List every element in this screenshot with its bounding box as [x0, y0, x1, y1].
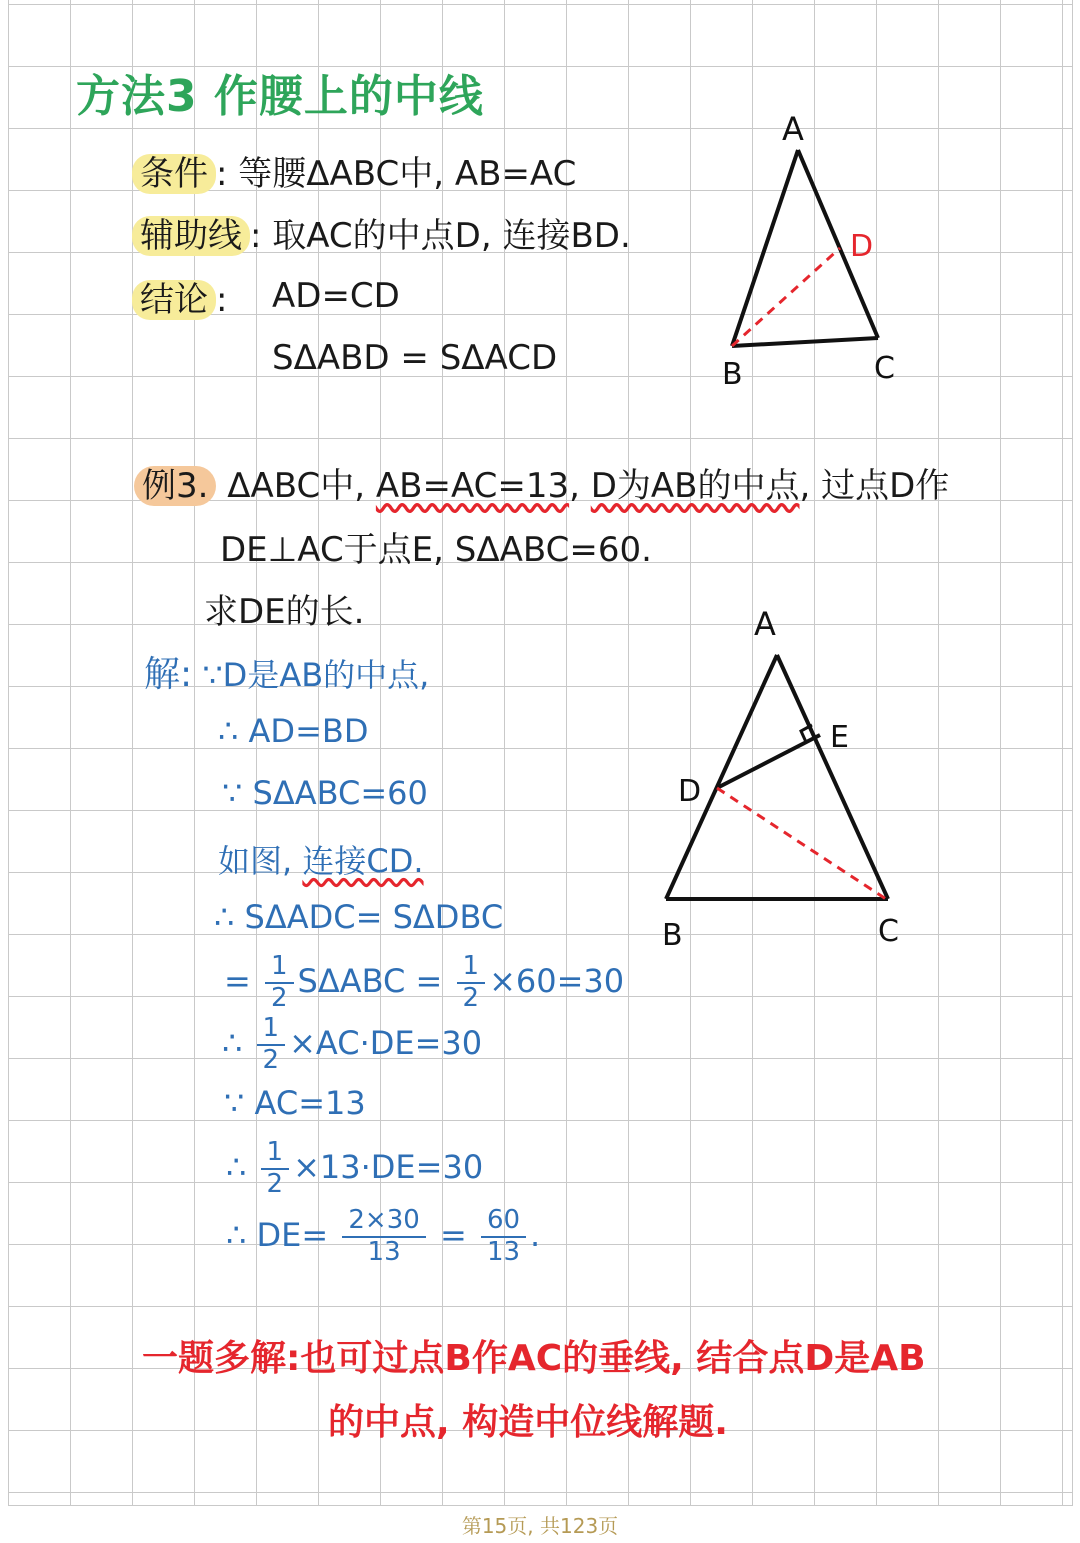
- figure-isosceles-triangle: [700, 100, 930, 400]
- page-title: 方法3 作腰上的中线: [76, 71, 484, 122]
- solution-step-6-area: SΔABC =: [297, 961, 443, 1000]
- example-text-through-d: , 过点D作: [799, 466, 950, 506]
- perpendicular-de: [717, 735, 820, 788]
- example-text-midpoint: D为AB的中点: [590, 466, 800, 506]
- vertex-label-b: B: [722, 357, 743, 392]
- fraction-half: $\frac{1}{2}$: [261, 1138, 290, 1200]
- multi-solution-label: 一题多解:: [142, 1338, 301, 1379]
- example-text-comma: ,: [569, 466, 591, 506]
- example-label: 例3.: [134, 466, 216, 506]
- point-label-e: E: [830, 720, 849, 755]
- auxiliary-line-row: [132, 208, 631, 257]
- solution-step-5: ∴ SΔADC= SΔDBC: [214, 898, 504, 936]
- solution-step-10-equals: =: [439, 1215, 467, 1254]
- solution-step-1: [144, 646, 429, 697]
- therefore-symbol: ∴: [222, 1023, 243, 1062]
- solution-step-7: [222, 1014, 482, 1076]
- fraction-2x30-over-13: $\frac{2\times 30}{13}$: [342, 1206, 425, 1268]
- example-line-2: DE⊥AC于点E, SΔABC=60.: [220, 530, 652, 570]
- solution-step-6-result: ×60=30: [489, 961, 625, 1000]
- vertex-label-a: A: [782, 110, 804, 148]
- multi-solution-line-2: 的中点, 构造中位线解题.: [328, 1402, 728, 1443]
- conclusion-equal-areas: SΔABD = SΔACD: [272, 338, 558, 378]
- solution-step-10: [226, 1206, 540, 1268]
- figure-example-triangle: [650, 595, 920, 965]
- solution-step-9: [226, 1138, 483, 1200]
- conclusion-equal-segments: AD=CD: [272, 276, 400, 316]
- conclusion-row: [132, 272, 227, 321]
- example-text-ab-ac: AB=AC=13: [375, 466, 570, 506]
- point-label-d: D: [850, 229, 874, 264]
- multi-solution-text-1: 也可过点B作AC的垂线, 结合点D是AB: [300, 1338, 926, 1379]
- side-ac: [777, 655, 888, 899]
- conclusion-colon: :: [216, 280, 228, 320]
- solution-label: 解:: [144, 654, 193, 695]
- fraction-60-over-13: $\frac{60}{13}$: [481, 1206, 526, 1268]
- example-line-1: [134, 458, 949, 507]
- example-text-triangle: ΔABC中,: [227, 466, 376, 506]
- solution-step-10-period: .: [530, 1215, 541, 1254]
- solution-step-3: ∵ SΔABC=60: [222, 774, 428, 812]
- solution-step-7-text: ×AC·DE=30: [289, 1023, 483, 1062]
- solution-step-10-lhs: ∴ DE=: [226, 1215, 329, 1254]
- therefore-symbol: ∴: [226, 1147, 247, 1186]
- solution-step-4-connect: 连接CD.: [302, 842, 424, 880]
- vertex-label-a: A: [754, 605, 776, 643]
- fraction-half: $\frac{1}{2}$: [257, 1014, 286, 1076]
- solution-step-6: [224, 952, 624, 1014]
- vertex-label-c: C: [874, 351, 895, 386]
- solution-step-8: ∵ AC=13: [224, 1084, 366, 1122]
- auxiliary-line-label: 辅助线: [132, 216, 250, 256]
- solution-step-9-text: ×13·DE=30: [293, 1147, 484, 1186]
- point-label-d: D: [678, 774, 702, 809]
- condition-text: : 等腰ΔABC中, AB=AC: [216, 154, 577, 194]
- solution-step-1-text: ∵D是AB的中点,: [202, 656, 430, 694]
- condition-row: [132, 146, 576, 195]
- multi-solution-line-1: [142, 1330, 926, 1381]
- vertex-label-c: C: [878, 914, 899, 949]
- vertex-label-b: B: [662, 918, 683, 953]
- solution-step-4: [218, 836, 424, 882]
- side-ab: [732, 150, 798, 346]
- fraction-half: $\frac{1}{2}$: [265, 952, 294, 1014]
- solution-step-4-figure: 如图,: [218, 842, 303, 880]
- page-number: 第15页, 共123页: [461, 1514, 619, 1538]
- condition-label: 条件: [132, 154, 216, 194]
- auxiliary-line-text: : 取AC的中点D, 连接BD.: [250, 216, 631, 256]
- example-question: 求DE的长.: [204, 592, 365, 632]
- fraction-half: $\frac{1}{2}$: [457, 952, 486, 1014]
- conclusion-label: 结论: [132, 280, 216, 320]
- solution-step-2: ∴ AD=BD: [218, 712, 369, 750]
- solution-step-6-equals: =: [224, 961, 251, 1000]
- side-bc: [732, 338, 878, 346]
